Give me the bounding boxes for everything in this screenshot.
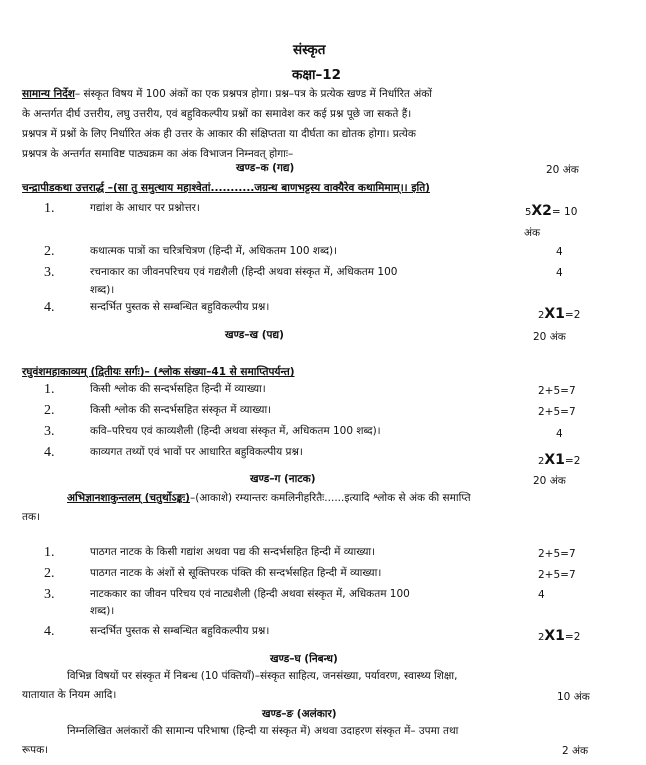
item-text: गद्यांश के आधार पर प्रश्नोत्तर। [90, 202, 200, 214]
general-line-4: प्रश्नपत्र के अन्तर्गत समाविष्ट पाठ्यक्रम का अंक विभाजन निम्नवत् होगाः– [22, 148, 294, 160]
section-c-text-title: अभिज्ञानशाकुन्तलम् (चतुर्थोऽङ्कः) [67, 492, 190, 504]
item-number: 4. [44, 445, 55, 460]
item-number: 3. [44, 265, 55, 280]
item-marks: 2+5=7 [538, 548, 576, 560]
section-a-marks: 20 अंक [546, 164, 579, 176]
item-text-continued: शब्द)। [90, 284, 115, 296]
item-marks: 2X1=2 [538, 452, 581, 468]
item-text: नाटककार का जीवन परिचय एवं नाट्यशैली (हिन्दी अथवा संस्कृत में, अधिकतम 100 [90, 588, 410, 600]
section-c-marks: 20 अंक [533, 475, 566, 487]
item-marks: 2+5=7 [538, 385, 576, 397]
item-marks: 4 [556, 246, 563, 258]
item-marks: 4 [538, 589, 545, 601]
item-number: 2. [44, 566, 55, 581]
section-d-line-2: यातायात के नियम आदि। [22, 689, 117, 701]
item-marks: 2+5=7 [538, 569, 576, 581]
section-e-line-2: रूपक। [22, 744, 49, 756]
subject-title: संस्कृत [293, 42, 326, 58]
section-b-text-title: रघुवंशमहाकाव्यम् (द्वितीयः सर्गः)– (श्लोक संख्या–41 से समाप्तिपर्यन्त) [22, 366, 295, 378]
item-marks: 5X2= 10 [525, 203, 578, 219]
section-c-title: खण्ड–ग (नाटक) [250, 473, 316, 485]
item-marks: 2X1=2 [538, 306, 581, 322]
item-text-continued: शब्द)। [90, 605, 115, 617]
item-number: 3. [44, 424, 55, 439]
item-number: 4. [44, 624, 55, 639]
general-heading: सामान्य निर्देश [22, 88, 75, 100]
item-number: 2. [44, 244, 55, 259]
item-text: किसी श्लोक की सन्दर्भसहित संस्कृत में व्याख्या। [90, 404, 272, 416]
general-line-3: प्रश्नपत्र में प्रश्नों के लिए निर्धारित अंक ही उत्तर के आकार की संक्षिप्तता या दीर्घता का द्योतक होगा। प्रत्येक [22, 128, 416, 140]
item-marks: 2X1=2 [538, 628, 581, 644]
general-line-1: – संस्कृत विषय में 100 अंकों का एक प्रश्नपत्र होगा। प्रश्न–पत्र के प्रत्येक खण्ड में निर्धारित अंकों [74, 88, 433, 100]
item-marks: 4 [556, 428, 563, 440]
section-a-title: खण्ड–क (गद्य) [236, 162, 295, 174]
item-marks: 2+5=7 [538, 406, 576, 418]
section-e-marks: 2 अंक [562, 745, 589, 757]
item-text: किसी श्लोक की सन्दर्भसहित हिन्दी में व्याख्या। [90, 383, 266, 395]
item-number: 2. [44, 403, 55, 418]
item-text: पाठगत नाटक के अंशों से सूक्तिपरक पंक्ति की सन्दर्भसहित हिन्दी में व्याख्या। [90, 567, 382, 579]
class-title: कक्षा–12 [292, 67, 342, 83]
section-b-marks: 20 अंक [533, 331, 566, 343]
item-number: 3. [44, 587, 55, 602]
item-text: रचनाकार का जीवनपरिचय एवं गद्यशैली (हिन्दी अथवा संस्कृत में, अधिकतम 100 [90, 266, 398, 278]
item-text: काव्यगत तथ्यों एवं भावों पर आधारित बहुविकल्पीय प्रश्न। [90, 446, 303, 458]
item-text: कथात्मक पात्रों का चरित्रचित्रण (हिन्दी में, अधिकतम 100 शब्द)। [90, 245, 338, 257]
section-d-marks: 10 अंक [557, 691, 590, 703]
section-e-line-1: निम्नलिखित अलंकारों की सामान्य परिभाषा (हिन्दी या संस्कृत में) अथवा उदाहरण संस्कृत में– उपमा तथा [67, 725, 459, 737]
general-line-2: के अन्तर्गत दीर्घ उत्तरीय, लघु उत्तरीय, एवं बहुविकल्पीय प्रश्नों का समावेश कर कई प्रश्न पूछे जा सकते हैं। [22, 108, 412, 120]
item-number: 1. [44, 545, 55, 560]
item-text: पाठगत नाटक के किसी गद्यांश अथवा पद्य की सन्दर्भसहित हिन्दी में व्याख्या। [90, 546, 376, 558]
section-d-title: खण्ड–घ (निबन्ध) [270, 653, 338, 665]
item-number: 1. [44, 201, 55, 216]
item-text: सन्दर्भित पुस्तक से सम्बन्धित बहुविकल्पीय प्रश्न। [90, 625, 270, 637]
item-text: सन्दर्भित पुस्तक से सम्बन्धित बहुविकल्पीय प्रश्न। [90, 301, 270, 313]
section-a-text-title: चन्द्रापीडकथा उत्तरार्द्ध –(सा तु समुत्थाय महाश्वेतां...........जग्रन्थ बाणभट्टस्य वाक्यैरेव कथामिमाम्।। इति) [22, 182, 430, 194]
item-number: 4. [44, 300, 55, 315]
section-c-text-rest-2: तक। [22, 511, 41, 523]
item-marks-suffix: अंक [524, 227, 541, 239]
section-d-line-1: विभिन्न विषयों पर संस्कृत में निबन्ध (10 पंक्तियाँ)–संस्कृत साहित्य, जनसंख्या, पर्यावरण, स्वास्थ्य शिक्षा, [67, 670, 458, 682]
section-b-title: खण्ड–ख (पद्य) [225, 329, 284, 341]
item-number: 1. [44, 382, 55, 397]
section-e-title: खण्ड–ङ (अलंकार) [262, 708, 337, 720]
item-marks: 4 [556, 267, 563, 279]
item-text: कवि–परिचय एवं काव्यशैली (हिन्दी अथवा संस्कृत में, अधिकतम 100 शब्द)। [90, 425, 381, 437]
section-c-text-rest: –(आकाशे) रम्यान्तरः कमलिनीहरितैः......इत्यादि श्लोक से अंक की समाप्ति [189, 492, 471, 504]
